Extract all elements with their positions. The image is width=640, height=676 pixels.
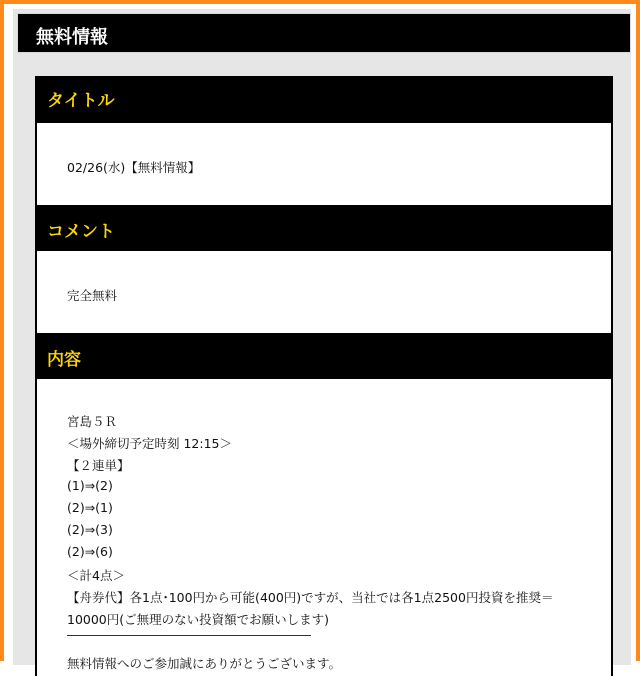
info-card bbox=[35, 76, 613, 676]
content-line: (2)⇒(1) bbox=[67, 500, 113, 515]
title-section-heading: タイトル bbox=[47, 91, 115, 111]
content-divider bbox=[67, 635, 311, 636]
main-panel bbox=[13, 9, 631, 671]
content-line: 宮島５Ｒ bbox=[67, 414, 118, 429]
content-section-heading: 内容 bbox=[47, 350, 81, 370]
content-line: (2)⇒(6) bbox=[67, 544, 113, 559]
content-line: 10000円(ご無理のない投資額でお願いします) bbox=[67, 612, 330, 627]
comment-section-body bbox=[37, 251, 611, 333]
title-text: 02/26(水)【無料情報】 bbox=[67, 160, 201, 175]
content-line: ＜場外締切予定時刻 12:15＞ bbox=[67, 436, 232, 451]
content-line: ＜計4点＞ bbox=[67, 568, 125, 583]
content-line: 【２連単】 bbox=[67, 458, 130, 473]
content-line: (1)⇒(2) bbox=[67, 478, 113, 493]
comment-section-heading: コメント bbox=[47, 222, 115, 242]
content-line: (2)⇒(3) bbox=[67, 522, 113, 537]
comment-section-header bbox=[35, 207, 613, 251]
title-section-header bbox=[35, 76, 613, 120]
title-section-body bbox=[37, 123, 611, 205]
comment-text: 完全無料 bbox=[67, 288, 118, 303]
content-line: 【舟券代】各1点･100円から可能(400円)ですが、当社では各1点2500円投資を推奨＝ bbox=[67, 590, 554, 605]
content-line: 無料情報へのご参加誠にありがとうございます。 bbox=[67, 656, 342, 671]
content-section-body bbox=[37, 379, 611, 676]
page-header bbox=[17, 13, 631, 53]
content-section-header bbox=[35, 335, 613, 379]
page-title: 無料情報 bbox=[36, 27, 108, 48]
